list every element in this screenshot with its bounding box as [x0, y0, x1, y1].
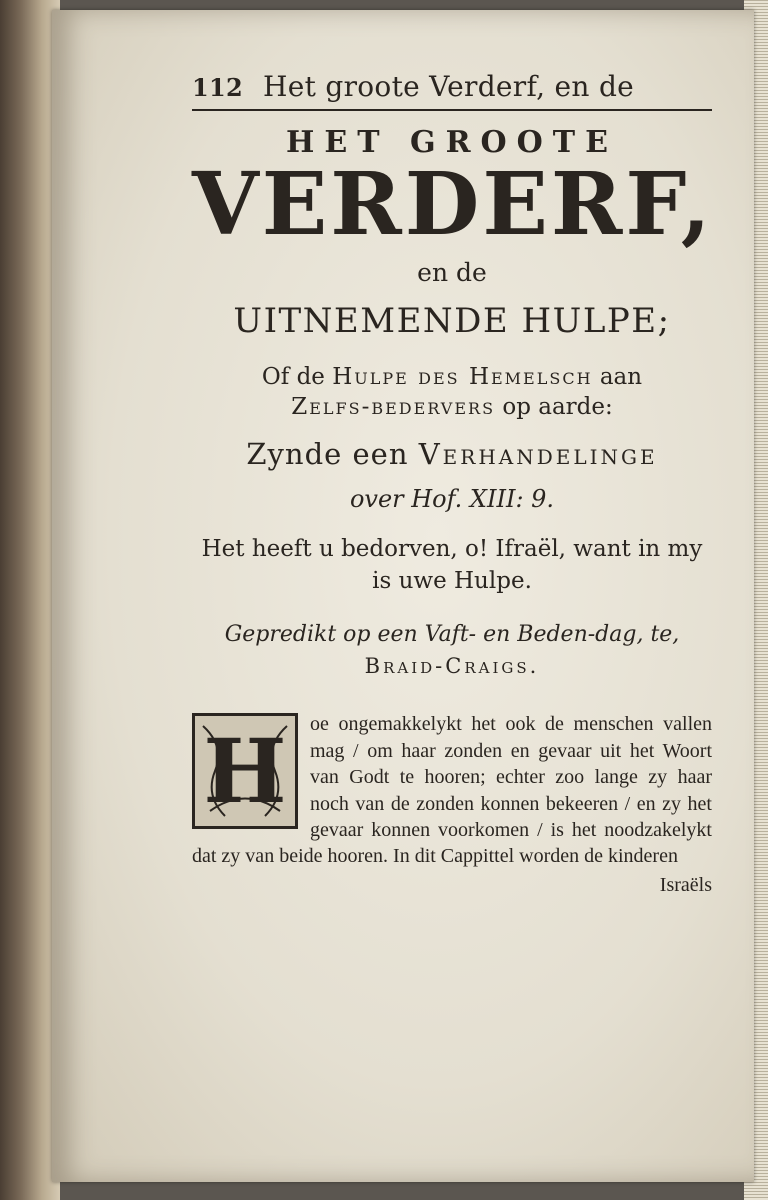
catchword: Israëls — [659, 873, 712, 896]
title-line-6-pre: Zynde een — [246, 436, 419, 471]
book-page — [52, 10, 754, 1182]
title-line-5b-post: op aarde: — [495, 393, 613, 420]
page-content — [192, 70, 712, 898]
preached-note — [192, 619, 712, 681]
title-line-1: HET GROOTE — [286, 125, 618, 160]
title-line-5a — [192, 363, 712, 393]
title-line-5a-pre: Of de — [261, 364, 333, 390]
decorated-initial — [192, 713, 298, 829]
body-paragraph: oe ongemakkelykt het ook de menschen vallen mag / om haar zonden en gevaar uit het Woort van Godt te hooren; echter zoo lange zy haar noch van de zonden konnen bekeeren / en zy het gevaar konnen voorkomen / is het noodzakelykt dat zy van beide hooren. In dit Cappittel worden de kinderen — [192, 713, 712, 868]
title-line-5b-smallcaps: Zelfs-bedervers — [291, 393, 496, 420]
title-line-5 — [192, 363, 712, 423]
title-line-6-smallcaps: Verhandelinge — [418, 436, 658, 471]
title-line-6 — [192, 437, 712, 471]
scripture-quote: Het heeft u bedorven, o! Ifraël, want in my is uwe Hulpe. — [201, 535, 703, 594]
preached-place: Braid-Craigs. — [364, 654, 540, 679]
title-line-5b — [192, 393, 712, 423]
ornament-icon — [195, 716, 295, 826]
running-head — [192, 70, 712, 111]
preached-line: Gepredikt op een Vaft- en Beden-dag, te, — [224, 622, 680, 648]
title-line-2: VERDERF, — [192, 154, 714, 255]
title-line-3: en de — [417, 258, 487, 287]
scripture-reference: over Hof. XIII: 9. — [349, 484, 555, 513]
title-line-4: UITNEMENDE HULPE; — [233, 301, 671, 341]
book-spine — [0, 0, 60, 1200]
title-line-5a-smallcaps: Hulpe des Hemelsch — [332, 364, 593, 390]
initial-letter: H — [203, 719, 287, 824]
title-line-5a-post: aan — [592, 364, 643, 390]
page-number: 112 — [192, 73, 243, 102]
running-title: Het groote Verderf, en de — [263, 70, 635, 103]
body-text — [192, 711, 712, 898]
